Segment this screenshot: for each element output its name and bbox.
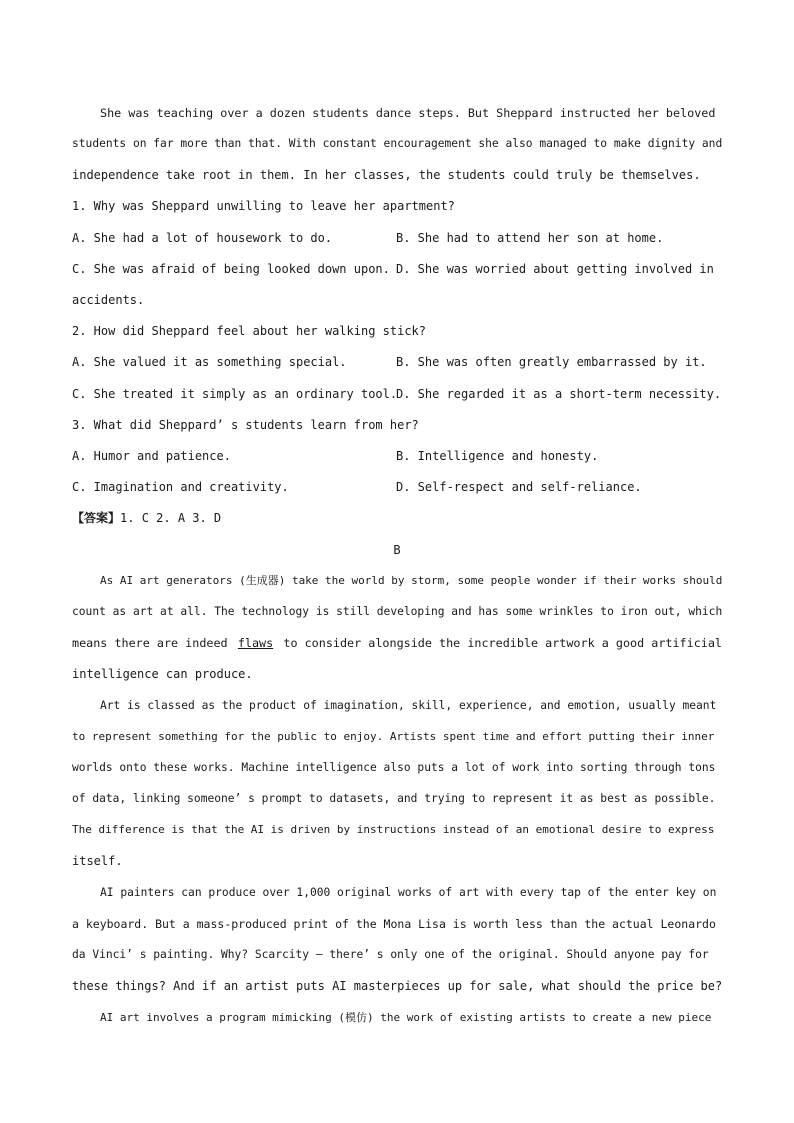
passage-b-p4-line-1: AI art involves a program mimicking (模仿) the work of existing artists to create a new piece [100, 1011, 712, 1024]
question-1-option-a: A. She had a lot of housework to do. [72, 231, 333, 245]
passage-a-line-1: She was teaching over a dozen students dance steps. But Sheppard instructed her beloved [100, 106, 716, 120]
question-3-option-b: B. Intelligence and honesty. [396, 449, 599, 463]
answer-label: 【答案】 [72, 511, 121, 525]
question-2-option-b: B. She was often greatly embarrassed by it. [396, 355, 707, 369]
passage-b-p2-line-3: worlds onto these works. Machine intelligence also puts a lot of work into sorting through tons [72, 761, 716, 774]
question-1-option-d-continued: accidents. [72, 293, 145, 307]
question-3-stem: 3. What did Sheppard’ s students learn from her? [72, 418, 419, 432]
passage-a-line-3: independence take root in them. In her classes, the students could truly be themselves. [72, 168, 701, 182]
question-3-option-d: D. Self-respect and self-reliance. [396, 480, 642, 494]
passage-b-p1-line-4: intelligence can produce. [72, 667, 253, 681]
question-2-stem: 2. How did Sheppard feel about her walking stick? [72, 324, 427, 338]
passage-b-p2-line-1: Art is classed as the product of imagination, skill, experience, and emotion, usually meant [100, 699, 717, 712]
p1-line-3-before: means there are indeed [72, 636, 228, 650]
question-2-option-a: A. She valued it as something special. [72, 355, 347, 369]
passage-b-p1-line-2: count as art at all. The technology is still developing and has some wrinkles to iron out, which [72, 605, 723, 618]
question-2-option-c: C. She treated it simply as an ordinary tool. [72, 387, 398, 401]
underlined-word-flaws: flaws [237, 636, 274, 650]
passage-b-p3-line-1: AI painters can produce over 1,000 original works of art with every tap of the enter key on [100, 886, 717, 899]
passage-b-p3-line-2: a keyboard. But a mass-produced print of the Mona Lisa is worth less than the actual Leonardo [72, 917, 716, 931]
question-3-option-c: C. Imagination and creativity. [72, 480, 289, 494]
passage-b-p2-line-5: The difference is that the AI is driven by instructions instead of an emotional desire to express [72, 823, 715, 836]
question-3-option-a: A. Humor and patience. [72, 449, 231, 463]
passage-b-p2-line-4: of data, linking someone’ s prompt to datasets, and trying to represent it as best as possible. [72, 792, 716, 805]
passage-b-p1-line-3 [72, 635, 722, 651]
p1-line-3-after: to consider alongside the incredible artwork a good artificial [283, 636, 722, 650]
question-1-option-c: C. She was afraid of being looked down upon. [72, 262, 390, 276]
question-2-option-d: D. She regarded it as a short-term necessity. [396, 387, 722, 401]
answer-text: 1. C 2. A 3. D [120, 511, 222, 525]
question-1-stem: 1. Why was Sheppard unwilling to leave her apartment? [72, 199, 455, 213]
passage-b-p3-line-3: da Vinci’ s painting. Why? Scarcity — there’ s only one of the original. Should anyone pay for [72, 948, 709, 961]
answer-line [72, 510, 221, 526]
passage-a-line-2: students on far more than that. With constant encouragement she also managed to make dignity and [72, 137, 723, 150]
question-1-option-d: D. She was worried about getting involved in [396, 262, 714, 276]
passage-b-p3-line-4: these things? And if an artist puts AI masterpieces up for sale, what should the price be? [72, 979, 723, 993]
question-1-option-b: B. She had to attend her son at home. [396, 231, 664, 245]
passage-b-p1-line-1: As AI art generators (生成器) take the world by storm, some people wonder if their works should [100, 574, 723, 587]
passage-b-p2-line-2: to represent something for the public to enjoy. Artists spent time and effort putting their inner [72, 730, 715, 743]
passage-b-p2-line-6: itself. [72, 854, 123, 868]
section-b-title: B [393, 543, 401, 557]
